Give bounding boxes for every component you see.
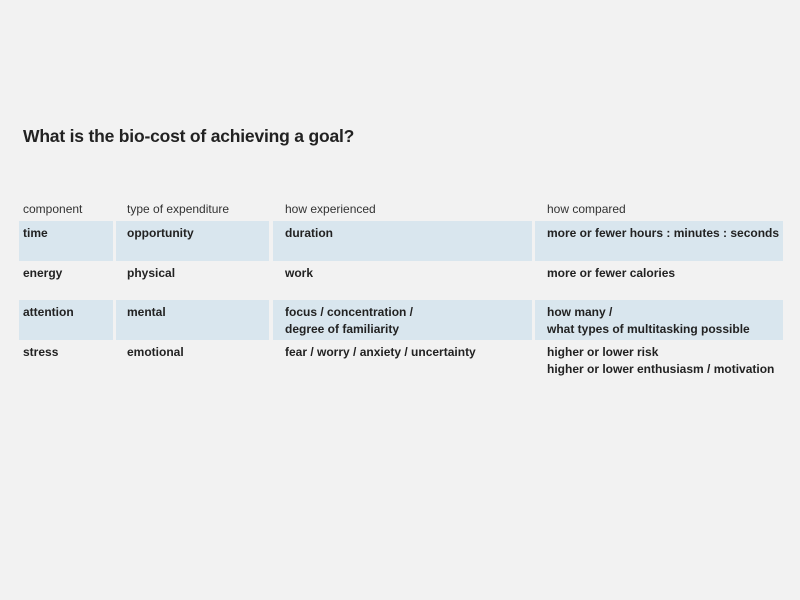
table-cell-component [19,300,113,340]
table-cell-compared [535,300,783,340]
cell-text: fear / worry / anxiety / uncertainty [285,345,476,359]
cell-text: higher or lower enthusiasm / motivation [547,362,775,376]
cell-text: more or fewer calories [547,266,676,280]
page-title: What is the bio-cost of achieving a goal? [23,126,355,146]
cell-text: stress [23,345,59,359]
cell-text: work [285,266,314,280]
table-row-stress [19,340,783,384]
column-header-type-of-expenditure: type of expenditure [127,202,230,216]
table-cell-type [116,300,269,340]
table-row-attention [19,300,783,340]
table-cell-experienced [273,340,532,384]
table-cell-type [116,261,269,300]
column-header-how-experienced: how experienced [285,202,376,216]
table-cell-type [116,221,269,261]
cell-text: more or fewer hours : minutes : seconds [547,226,780,240]
cell-text: what types of multitasking possible [547,322,750,336]
column-header-how-compared: how compared [547,202,626,216]
bio-cost-table [19,200,783,384]
table-cell-component [19,340,113,384]
table-header-row [19,200,783,220]
cell-text: opportunity [127,226,194,240]
cell-text: focus / concentration / [285,305,414,319]
cell-text: energy [23,266,63,280]
cell-text: higher or lower risk [547,345,659,359]
cell-text: degree of familiarity [285,322,400,336]
cell-text: mental [127,305,166,319]
table-cell-compared [535,261,783,300]
table-row-time [19,221,783,261]
table-cell-component [19,261,113,300]
table-cell-experienced [273,261,532,300]
column-header-component: component [23,202,83,216]
cell-text: emotional [127,345,184,359]
table-cell-experienced [273,221,532,261]
table-cell-component [19,221,113,261]
cell-text: physical [127,266,176,280]
cell-text: time [23,226,48,240]
table-cell-compared [535,221,783,261]
table-row-energy [19,261,783,300]
cell-text: attention [23,305,74,319]
table-cell-experienced [273,300,532,340]
cell-text: duration [285,226,333,240]
table-cell-type [116,340,269,384]
table-cell-compared [535,340,783,384]
cell-text: how many / [547,305,613,319]
